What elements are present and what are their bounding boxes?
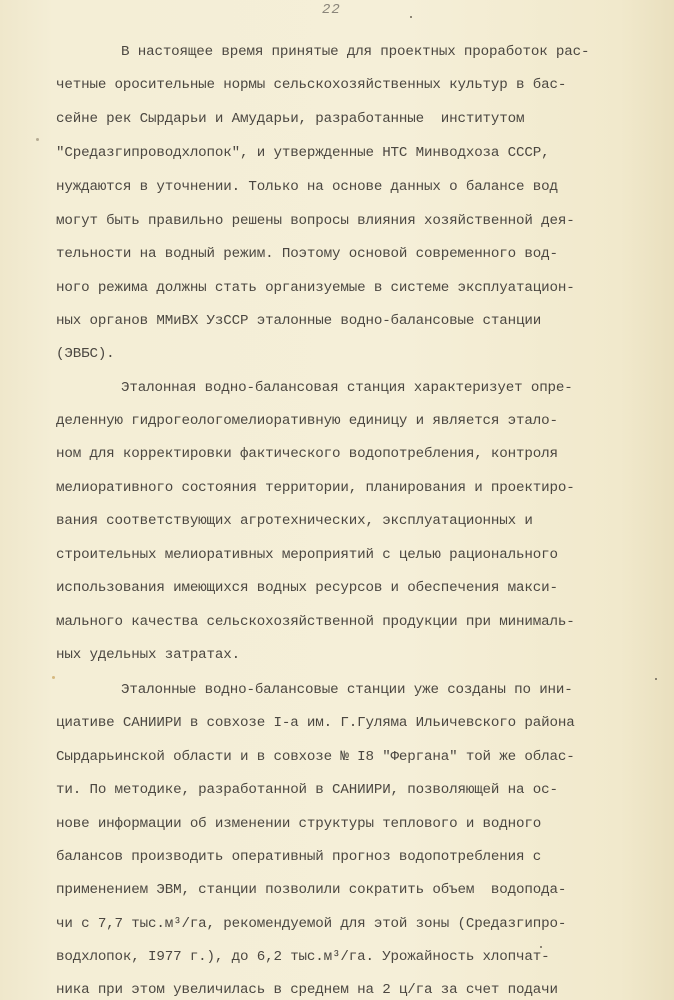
ink-mark [540,946,542,948]
paragraph-3-line-2: циативе САНИИРИ в совхозе I-а им. Г.Гуляма Ильичевского района [56,715,575,731]
paragraph-2-line-7: использования имеющихся водных ресурсов и обеспечения макси- [56,580,558,596]
paragraph-1-line-8: ного режима должны стать организуемые в системе эксплуатацион- [56,280,575,296]
paragraph-1-line-4: "Средазгипроводхлопок", и утвержденные НТС Минводхоза СССР, [56,145,550,161]
paragraph-2-line-4: мелиоративного состояния территории, планирования и проектиро- [56,480,575,496]
paragraph-3-line-3: Сырдарьинской области и в совхозе № I8 "Фергана" той же облас- [56,749,575,765]
paragraph-2-line-1: Эталонная водно-балансовая станция характеризует опре- [121,380,573,396]
paragraph-1-line-9: ных органов ММиВХ УзССР эталонные водно-балансовые станции [56,313,542,329]
paragraph-1-line-1: В настоящее время принятые для проектных проработок рас- [121,44,590,60]
paragraph-3-line-10: ника при этом увеличилась в среднем на 2 ц/га за счет подачи [56,982,558,998]
ink-mark [410,16,412,18]
paragraph-2-line-3: ном для корректировки фактического водопотребления, контроля [56,446,558,462]
paragraph-1-line-3: сейне рек Сырдарьи и Амударьи, разработанные институтом [56,111,525,127]
paragraph-2-line-2: деленную гидрогеологомелиоративную единицу и является этало- [56,413,558,429]
paragraph-3-line-8: чи с 7,7 тыс.м³/га, рекомендуемой для этой зоны (Средазгипро- [56,916,567,932]
paragraph-1-line-7: тельности на водный режим. Поэтому основой современного вод- [56,246,558,262]
paper-speck [36,138,39,141]
paragraph-3-line-5: нове информации об изменении структуры теплового и водного [56,816,542,832]
paragraph-1-line-2: четные оросительные нормы сельскохозяйственных культур в бас- [56,77,567,93]
paragraph-3-line-1: Эталонные водно-балансовые станции уже созданы по ини- [121,682,573,698]
paragraph-2-line-9: ных удельных затратах. [56,647,241,663]
paragraph-3-line-7: применением ЭВМ, станции позволили сократить объем водопода- [56,882,567,898]
ink-mark [655,678,657,680]
paragraph-1-line-5: нуждаются в уточнении. Только на основе данных о балансе вод [56,179,558,195]
page-number: 22 [322,2,341,18]
paragraph-2-line-6: строительных мелиоративных мероприятий с целью рационального [56,547,558,563]
paragraph-2-line-5: вания соответствующих агротехнических, эксплуатационных и [56,513,533,529]
paper-speck [52,676,55,679]
paragraph-2-line-8: мального качества сельскохозяйственной продукции при минималь- [56,614,575,630]
paragraph-1-line-10: (ЭВБС). [56,346,115,362]
paragraph-3-line-9: водхлопок, I977 г.), до 6,2 тыс.м³/га. Урожайность хлопчат- [56,949,550,965]
paragraph-3-line-4: ти. По методике, разработанной в САНИИРИ, позволяющей на ос- [56,782,558,798]
paragraph-3-line-6: балансов производить оперативный прогноз водопотребления с [56,849,542,865]
paragraph-1-line-6: могут быть правильно решены вопросы влияния хозяйственной дея- [56,213,575,229]
